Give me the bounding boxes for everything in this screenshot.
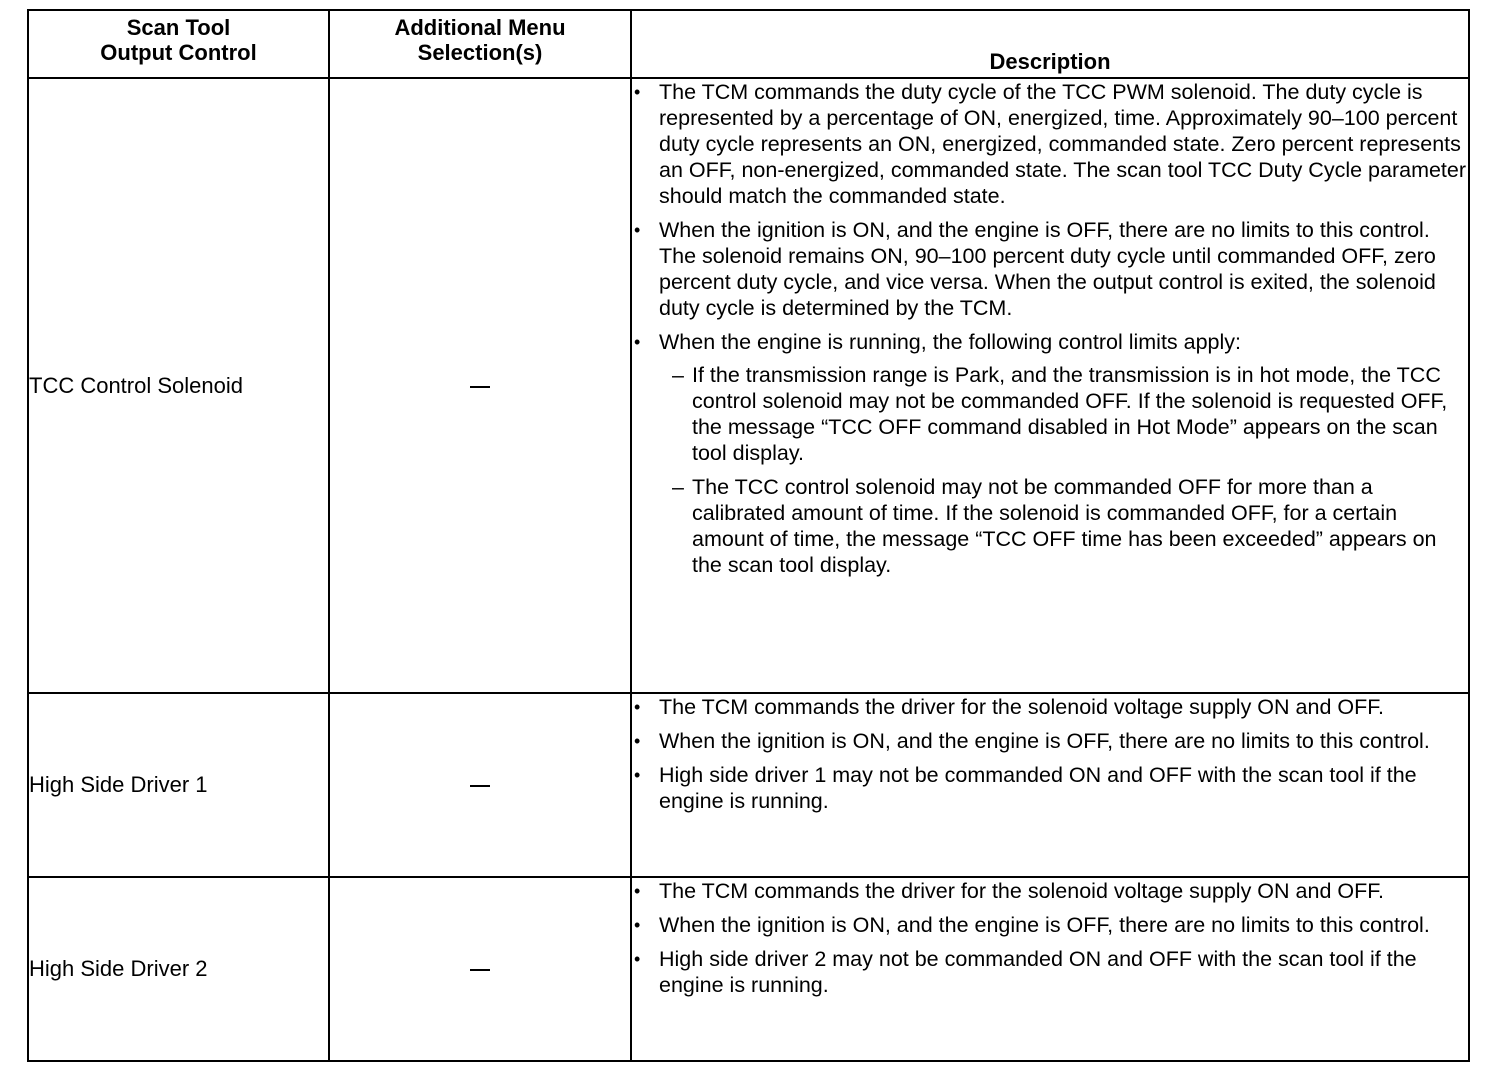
description-bullet: • High side driver 1 may not be commanded ON and OFF with the scan tool if the engine is running. — [632, 762, 1468, 814]
description-bullet: • When the ignition is ON, and the engine is OFF, there are no limits to this control. — [632, 912, 1468, 938]
description-bullet: • The TCM commands the duty cycle of the TCC PWM solenoid. The duty cycle is represented by a percentage of ON, energized, time. Approximately 90–100 percent duty cycle represents an ON, energized, commanded state. Zero percent represents an OFF, non-energized, commanded state. The scan tool TCC Duty Cycle parameter should match the commanded state. — [632, 79, 1468, 209]
menu-selection-dash — [470, 969, 490, 971]
output-control-name: High Side Driver 1 — [28, 693, 329, 877]
description-cell — [631, 693, 1469, 877]
description-bullet: • High side driver 2 may not be commanded ON and OFF with the scan tool if the engine is running. — [632, 946, 1468, 998]
header-description: Description — [631, 10, 1469, 78]
header-row — [28, 10, 1469, 78]
table-row — [28, 877, 1469, 1061]
output-control-name: High Side Driver 2 — [28, 877, 329, 1061]
header-col2-line1: Additional Menu — [394, 15, 566, 40]
menu-selection-cell — [329, 693, 631, 877]
description-sub-bullet: – If the transmission range is Park, and the transmission is in hot mode, the TCC control solenoid may not be commanded OFF. If the solenoid is requested OFF, the message “TCC OFF command disabled in Hot Mode” appears on the scan tool display. — [659, 362, 1468, 466]
description-bullet: • The TCM commands the driver for the solenoid voltage supply ON and OFF. — [632, 878, 1468, 904]
table-row — [28, 78, 1469, 693]
menu-selection-cell — [329, 877, 631, 1061]
header-additional-menu-selections — [329, 10, 631, 78]
table-row — [28, 693, 1469, 877]
description-cell — [631, 877, 1469, 1061]
description-cell — [631, 78, 1469, 693]
header-col2-line2: Selection(s) — [417, 40, 543, 65]
menu-selection-cell — [329, 78, 631, 693]
menu-selection-dash — [470, 785, 490, 787]
header-scan-tool-output-control — [28, 10, 329, 78]
description-sub-bullet: – The TCC control solenoid may not be commanded OFF for more than a calibrated amount of time. If the solenoid is commanded OFF, for a certain amount of time, the message “TCC OFF time has been exceeded” appears on the scan tool display. — [659, 474, 1468, 578]
header-col1-line2: Output Control — [100, 40, 257, 65]
description-bullet: • When the ignition is ON, and the engine is OFF, there are no limits to this control. — [632, 728, 1468, 754]
header-col1-line1: Scan Tool — [126, 15, 231, 40]
output-control-table — [27, 9, 1470, 1062]
description-bullet: • When the ignition is ON, and the engine is OFF, there are no limits to this control. The solenoid remains ON, 90–100 percent duty cycle until commanded OFF, zero percent duty cycle, and vice versa. When the output control is exited, the solenoid duty cycle is determined by the TCM. — [632, 217, 1468, 321]
description-bullet: • When the engine is running, the following control limits apply: – If the transmission range is Park, and the transmission is in hot mode, the TCC control solenoid may not be commanded OFF. If the solenoid is requested OFF, the message “TCC OFF command disabled in Hot Mode” appears on the scan tool display. – The TCC control solenoid may not be commanded OFF for more than a calibrated amount of time. If the solenoid is commanded OFF, for a certain amount of time, the message “TCC OFF time has been exceeded” appears on the scan tool display. — [632, 329, 1468, 578]
menu-selection-dash — [470, 386, 490, 388]
description-bullet: • The TCM commands the driver for the solenoid voltage supply ON and OFF. — [632, 694, 1468, 720]
output-control-name: TCC Control Solenoid — [28, 78, 329, 693]
